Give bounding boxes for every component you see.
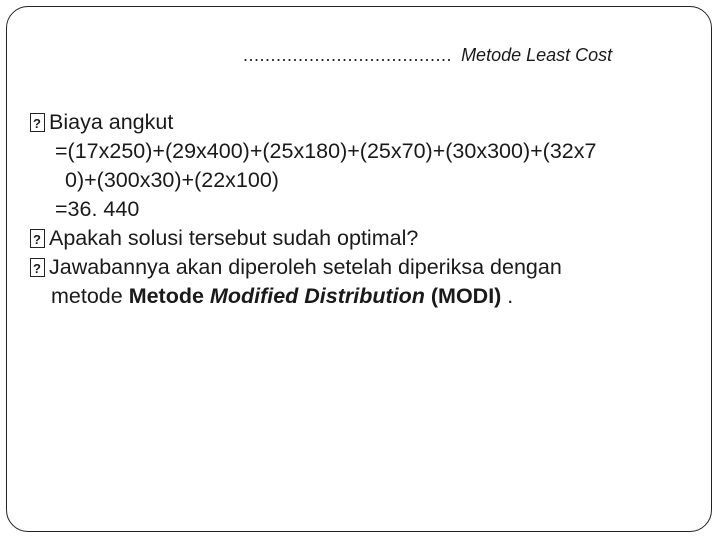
bullet-text: Apakah solusi tersebut sudah optimal? xyxy=(49,226,419,250)
continuation-bold-suffix: (MODI) xyxy=(430,284,502,308)
calc-result: =36. 440 xyxy=(55,197,140,221)
continuation-prefix: metode xyxy=(51,284,129,308)
header-title: Metode Least Cost xyxy=(461,45,613,65)
header-dots: ...................................... xyxy=(243,45,453,65)
slide-header xyxy=(243,45,612,66)
bullet-continuation xyxy=(30,282,690,311)
bullet-item xyxy=(30,224,690,253)
bullet-text: Jawabannya akan diperoleh setelah diperiksa dengan xyxy=(49,255,562,279)
continuation-bold-italic: Modified Distribution xyxy=(209,284,425,308)
bullet-text: Biaya angkut xyxy=(49,110,174,134)
slide-content xyxy=(30,108,690,311)
calc-line: =(17x250)+(29x400)+(25x180)+(25x70)+(30x300)+(32x7 xyxy=(55,139,597,163)
continuation-suffix: . xyxy=(501,284,514,308)
bullet-item xyxy=(30,108,690,137)
bullet-box-icon xyxy=(30,258,45,277)
calc-line: 0)+(300x30)+(22x100) xyxy=(65,168,279,192)
bullet-item xyxy=(30,253,690,282)
continuation-bold: Metode xyxy=(128,284,210,308)
bullet-box-icon xyxy=(30,113,45,132)
bullet-box-icon xyxy=(30,229,45,248)
